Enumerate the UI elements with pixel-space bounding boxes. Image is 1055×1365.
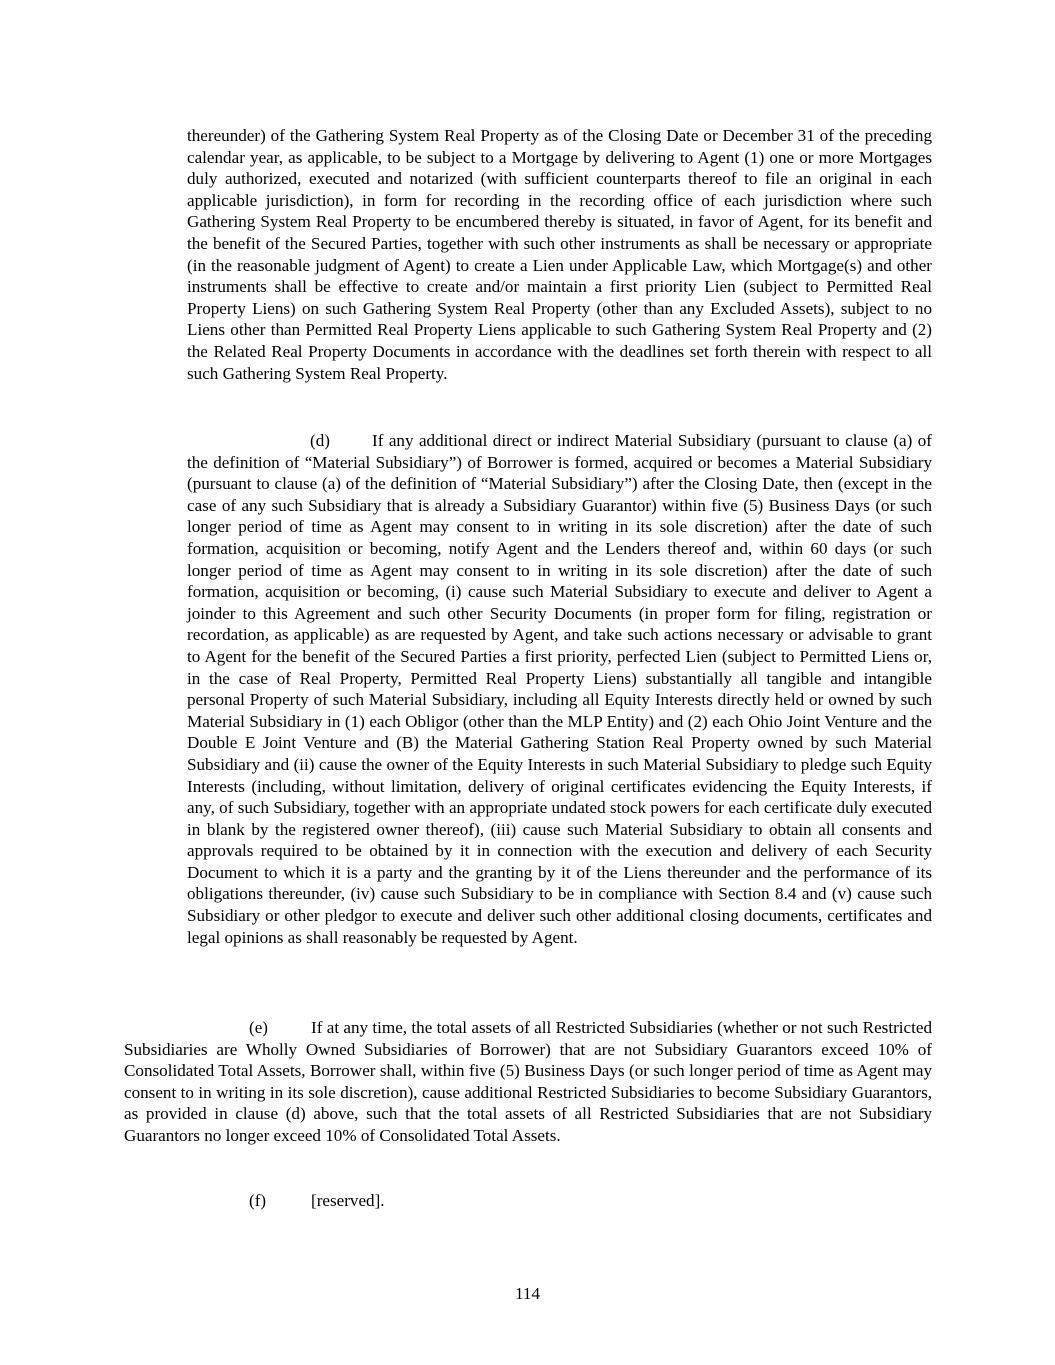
paragraph-d xyxy=(187,430,932,948)
paragraph-c-continuation xyxy=(187,125,932,384)
paragraph-c-text: thereunder) of the Gathering System Real Property as of the Closing Date or December 31 of the preceding calendar year, as applicable, to be subject to a Mortgage by delivering to Agent (1) one or more Mortgages duly authorized, executed and notarized (with sufficient counterparts thereof to file an original in each applicable jurisdiction), in form for recording in the recording office of each jurisdiction where such Gathering System Real Property to be encumbered thereby is situated, in favor of Agent, for its benefit and the benefit of the Secured Parties, together with such other instruments as shall be necessary or appropriate (in the reasonable judgment of Agent) to create a Lien under Applicable Law, which Mortgage(s) and other instruments shall be effective to create and/or maintain a first priority Lien (subject to Permitted Real Property Liens) on such Gathering System Real Property (other than any Excluded Assets), subject to no Liens other than Permitted Real Property Liens applicable to such Gathering System Real Property and (2) the Related Real Property Documents in accordance with the deadlines set forth therein with respect to all such Gathering System Real Property. xyxy=(187,126,932,383)
paragraph-d-text: If any additional direct or indirect Material Subsidiary (pursuant to clause (a) of the definition of “Material Subsidiary”) of Borrower is formed, acquired or becomes a Material Subsidiary (pursuant to clause (a) of the definition of “Material Subsidiary”) after the Closing Date, then (except in the case of any such Subsidiary that is already a Subsidiary Guarantor) within five (5) Business Days (or such longer period of time as Agent may consent to in writing in its sole discretion) after the date of such formation, acquisition or becoming, notify Agent and the Lenders thereof and, within 60 days (or such longer period of time as Agent may consent to in writing in its sole discretion) after the date of such formation, acquisition or becoming, (i) cause such Material Subsidiary to execute and deliver to Agent a joinder to this Agreement and such other Security Documents (in proper form for filing, registration or recordation, as applicable) as are requested by Agent, and take such actions necessary or advisable to grant to Agent for the benefit of the Secured Parties a first priority, perfected Lien (subject to Permitted Liens or, in the case of Real Property, Permitted Real Property Liens) substantially all tangible and intangible personal Property of such Material Subsidiary, including all Equity Interests directly held or owned by such Material Subsidiary in (1) each Obligor (other than the MLP Entity) and (2) each Ohio Joint Venture and the Double E Joint Venture and (B) the Material Gathering Station Real Property owned by such Material Subsidiary and (ii) cause the owner of the Equity Interests in such Material Subsidiary to pledge such Equity Interests (including, without limitation, delivery of original certificates evidencing the Equity Interests, if any, of such Subsidiary, together with an appropriate undated stock powers for each certificate duly executed in blank by the registered owner thereof), (iii) cause such Material Subsidiary to obtain all consents and approvals required to be obtained by it in connection with the execution and delivery of each Security Document to which it is a party and the granting by it of the Liens thereunder and the performance of its obligations thereunder, (iv) cause such Subsidiary to be in compliance with Section 8.4 and (v) cause such Subsidiary or other pledgor to execute and deliver such other additional closing documents, certificates and legal opinions as shall reasonably be requested by Agent. xyxy=(187,431,932,947)
paragraph-f xyxy=(249,1190,649,1212)
paragraph-e-marker: (e) xyxy=(249,1018,268,1037)
paragraph-f-marker: (f) xyxy=(249,1191,267,1210)
paragraph-e xyxy=(124,1017,932,1147)
paragraph-d-marker: (d) xyxy=(310,431,330,450)
page-number: 114 xyxy=(514,1284,540,1303)
paragraph-e-text: If at any time, the total assets of all Restricted Subsidiaries (whether or not such Restricted Subsidiaries are Wholly Owned Subsidiaries of Borrower) that are not Subsidiary Guarantors exceed 10% of Consolidated Total Assets, Borrower shall, within five (5) Business Days (or such longer period of time as Agent may consent to in writing in its sole discretion), cause additional Restricted Subsidiaries to become Subsidiary Guarantors, as provided in clause (d) above, such that the total assets of all Restricted Subsidiaries that are not Subsidiary Guarantors no longer exceed 10% of Consolidated Total Assets. xyxy=(124,1018,932,1145)
paragraph-f-text: [reserved]. xyxy=(311,1191,385,1210)
